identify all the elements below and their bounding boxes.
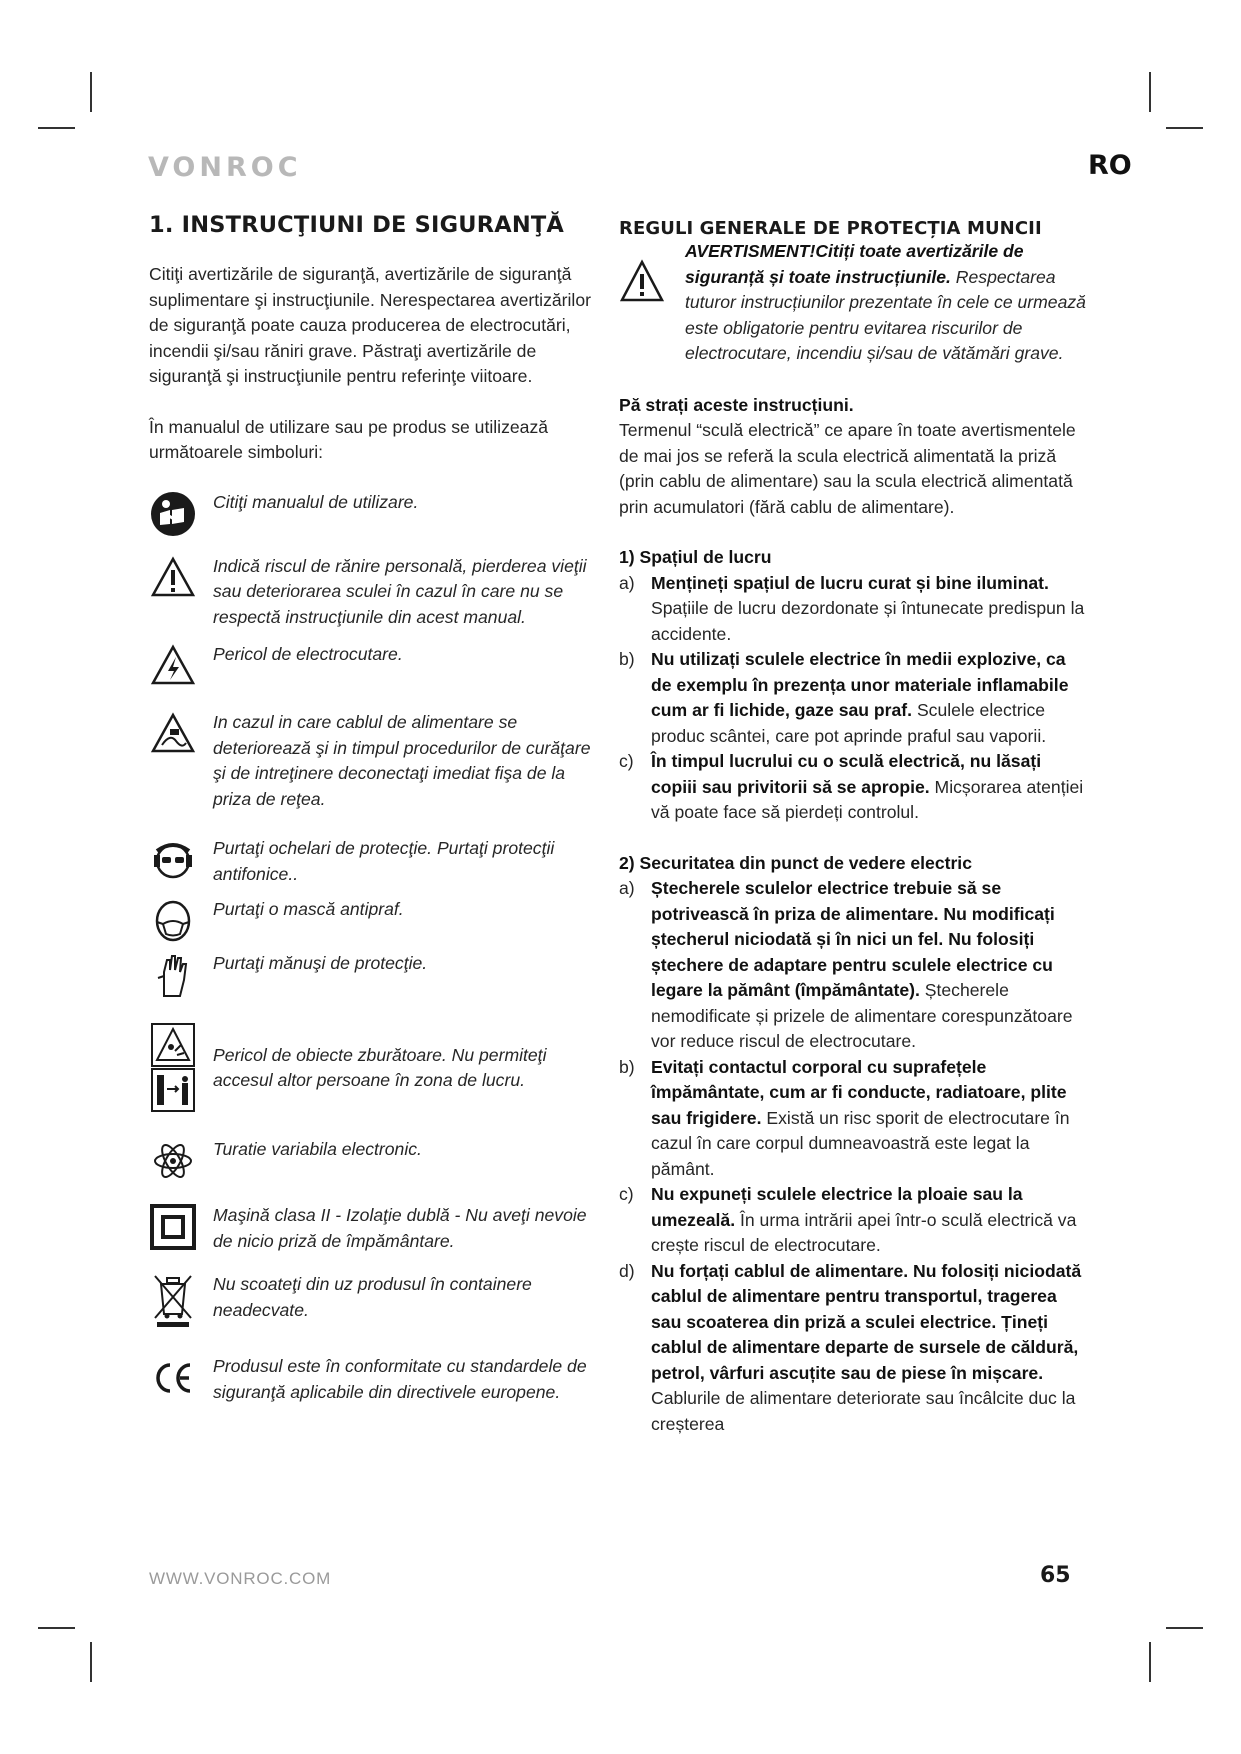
crop-mark bbox=[90, 72, 92, 112]
rules-heading: REGULI GENERALE DE PROTECȚIA MUNCII bbox=[619, 218, 1042, 239]
symbol-item bbox=[149, 897, 601, 945]
section-title: 1. INSTRUCŢIUNI DE SIGURANŢĂ bbox=[149, 212, 565, 238]
ear-eye-protection-icon bbox=[149, 836, 197, 884]
warning-bold: AVERTISMENT!Citiți toate avertizările de siguranță și toate instrucțiunile. bbox=[685, 241, 1024, 287]
item-bold: Evitați contactul corporal cu suprafețele împământate, cum ar fi conducte, radiatoare, plite sau frigidere. bbox=[651, 1056, 1067, 1128]
left-column bbox=[149, 212, 601, 1405]
list-item bbox=[619, 1055, 1087, 1183]
symbol-text: In cazul in care cablul de alimentare se deteriorează şi in timpul procedurilor de curăţare şi de intreţinere deconectaţi imediat fişa de la priza de reţea. bbox=[213, 712, 591, 809]
ce-mark-icon bbox=[149, 1354, 197, 1402]
symbol-text: Purtaţi o mască antipraf. bbox=[213, 899, 404, 919]
dust-mask-icon bbox=[149, 897, 197, 945]
item-key: c) bbox=[619, 751, 634, 771]
right-column bbox=[619, 218, 1087, 1437]
warning-text bbox=[685, 239, 1087, 367]
crop-mark bbox=[1166, 127, 1203, 129]
gloves-icon bbox=[149, 951, 197, 999]
symbol-item bbox=[149, 490, 601, 538]
electric-shock-icon bbox=[149, 642, 197, 690]
symbol-text: Pericol de obiecte zburătoare. Nu permiteţi accesul altor persoane în zona de lucru. bbox=[213, 1044, 547, 1090]
item-text: Micșorarea atenției vă poate face să pierdeți controlul. bbox=[651, 776, 1084, 822]
item-key: b) bbox=[619, 1056, 635, 1077]
crop-mark bbox=[1149, 1642, 1151, 1682]
list-item bbox=[619, 1182, 1087, 1259]
list-item bbox=[619, 876, 1087, 1055]
symbol-text: Produsul este în conformitate cu standardele de siguranţă aplicabile din directivele europene. bbox=[213, 1356, 587, 1402]
warning-rest: Respectarea tuturor instrucțiunilor prezentate în cele ce urmează este obligatorie pentru evitarea riscurilor de electrocutare, incendiu și/sau de vătămări grave. bbox=[685, 266, 1086, 363]
symbol-text: Maşină clasa II - Izolaţie dublă - Nu aveţi nevoie de nicio priză de împământare. bbox=[213, 1205, 587, 1251]
symbol-item bbox=[149, 554, 601, 631]
read-manual-icon bbox=[149, 490, 197, 538]
list-item bbox=[619, 647, 1087, 749]
section-workspace bbox=[619, 545, 1087, 826]
item-bold: Nu utilizați sculele electrice în medii explozive, ca de exemplu în prezența unor materiale inflamabile cum ar fi lichide, gaze sau praf. bbox=[651, 649, 1069, 720]
warning-icon bbox=[619, 239, 671, 367]
warning-block bbox=[619, 239, 1087, 367]
item-text: Ștecherele nemodificate și prizele de alimentare corespunzătoare vor reduce riscul de electrocutare. bbox=[651, 980, 1073, 1051]
item-text: Cablurile de alimentare deteriorate sau încâlcite duc la creșterea bbox=[651, 1388, 1076, 1434]
class-ii-icon bbox=[149, 1203, 197, 1251]
weee-bin-icon bbox=[149, 1272, 197, 1328]
item-bold: Nu forțați cablul de alimentare. Nu folosiți niciodată cablul de alimentare pentru transportul, tragerea sau scoaterea din priză a sculei electrice. Țineți cablul de alimentare departe de sursele de căldură, petrol, vârfuri ascuțite sau de piese în mișcare. bbox=[651, 1260, 1082, 1383]
symbol-item bbox=[149, 836, 601, 887]
symbol-text: Purtaţi mănuşi de protecţie. bbox=[213, 953, 428, 973]
item-key: a) bbox=[619, 878, 635, 898]
symbols-intro: În manualul de utilizare sau pe produs se utilizează următoarele simboluri: bbox=[149, 416, 549, 462]
variable-speed-icon bbox=[149, 1137, 197, 1185]
item-body bbox=[651, 1055, 1087, 1183]
item-body bbox=[651, 876, 1087, 1055]
crop-mark bbox=[90, 1642, 92, 1682]
crop-mark bbox=[1166, 1627, 1203, 1629]
keep-title: Pă strați aceste instrucțiuni. bbox=[619, 394, 854, 415]
symbol-text: Citiţi manualul de utilizare. bbox=[213, 491, 419, 512]
item-bold: Mențineți spațiul de lucru curat și bine iluminat. bbox=[651, 572, 1049, 593]
item-key: d) bbox=[619, 1260, 635, 1281]
item-text: În urma intrării apei într-o sculă electrică va crește riscul de electrocutare. bbox=[651, 1209, 1077, 1255]
unplug-cable-icon bbox=[149, 710, 197, 758]
keep-block bbox=[619, 393, 1087, 521]
brand-logo: VONROC bbox=[148, 152, 302, 183]
item-body bbox=[651, 571, 1087, 648]
language-code: RO bbox=[1088, 150, 1132, 181]
symbol-item bbox=[149, 1354, 601, 1405]
list-item bbox=[619, 1259, 1087, 1438]
symbol-item bbox=[149, 1203, 601, 1254]
crop-mark bbox=[38, 127, 75, 129]
symbol-item bbox=[149, 1023, 601, 1113]
item-bold: Ștecherele sculelor electrice trebuie să se potrivească în priza de alimentare. Nu modificați ștecherul niciodată și în nici un fel. Nu folosiți ștechere de adaptare pentru sculele electrice cu legare la pământ (împământate). bbox=[651, 878, 1055, 1000]
symbol-text: Purtaţi ochelari de protecţie. Purtaţi protecţii antifonice.. bbox=[213, 838, 555, 884]
symbol-item bbox=[149, 710, 601, 812]
item-body bbox=[651, 749, 1087, 826]
symbol-item bbox=[149, 1272, 601, 1328]
list-item bbox=[619, 749, 1087, 826]
symbol-text: Turatie variabila electronic. bbox=[213, 1139, 422, 1159]
item-key: a) bbox=[619, 572, 635, 593]
footer-url: WWW.VONROC.COM bbox=[149, 1569, 332, 1588]
page-number: 65 bbox=[1040, 1563, 1071, 1588]
item-text: Există un risc sporit de electrocutare în cazul în care corpul dumneavoastră este legat la pământ. bbox=[651, 1107, 1070, 1179]
item-bold: În timpul lucrului cu o sculă electrică, nu lăsați copiii sau privitorii să se apropie. bbox=[651, 751, 1042, 797]
section-electrical bbox=[619, 851, 1087, 1438]
symbol-item bbox=[149, 951, 601, 999]
flying-objects-icon bbox=[149, 1023, 197, 1113]
section-heading: 2) Securitatea din punct de vedere electric bbox=[619, 852, 972, 873]
crop-mark bbox=[1149, 72, 1151, 112]
item-text: Spațiile de lucru dezordonate și întunecate predispun la accidente. bbox=[651, 598, 1085, 644]
keep-text: Termenul “sculă electrică” ce apare în toate avertismentele de mai jos se referă la scula electrică alimentată la priză (prin cablu de alimentare) sau la scula electrică alimentată prin acumulatori (fără cablu de alimentare). bbox=[619, 420, 1076, 517]
symbol-text: Indică riscul de rănire personală, pierderea vieţii sau deteriorarea sculei în cazul în care nu se respectă instrucţiunile din acest manual. bbox=[213, 555, 587, 627]
item-text: Sculele electrice produc scântei, care pot aprinde praful sau vaporii. bbox=[651, 700, 1047, 746]
section-heading: 1) Spațiul de lucru bbox=[619, 547, 772, 567]
symbol-text: Pericol de electrocutare. bbox=[213, 644, 403, 664]
item-key: b) bbox=[619, 649, 635, 669]
warning-icon bbox=[149, 554, 197, 602]
symbol-item bbox=[149, 1137, 601, 1185]
item-body bbox=[651, 1182, 1087, 1259]
list-item bbox=[619, 571, 1087, 648]
item-body bbox=[651, 1259, 1087, 1438]
symbol-text: Nu scoateţi din uz produsul în containere neadecvate. bbox=[213, 1274, 532, 1320]
intro-paragraph: Citiţi avertizările de siguranţă, avertizările de siguranţă suplimentare şi instrucţiunile. Nerespectarea avertizărilor de siguranţă poate cauza producerea de electrocutări, incendii şi/sau răniri grave. Păstraţi avertizările de siguranţă şi instrucţiunile pentru referinţe viitoare. bbox=[149, 264, 591, 386]
item-key: c) bbox=[619, 1184, 634, 1204]
symbol-list bbox=[149, 490, 601, 1406]
item-body bbox=[651, 647, 1087, 749]
symbol-item bbox=[149, 642, 601, 690]
item-bold: Nu expuneți sculele electrice la ploaie sau la umezeală. bbox=[651, 1184, 1023, 1230]
crop-mark bbox=[38, 1627, 75, 1629]
